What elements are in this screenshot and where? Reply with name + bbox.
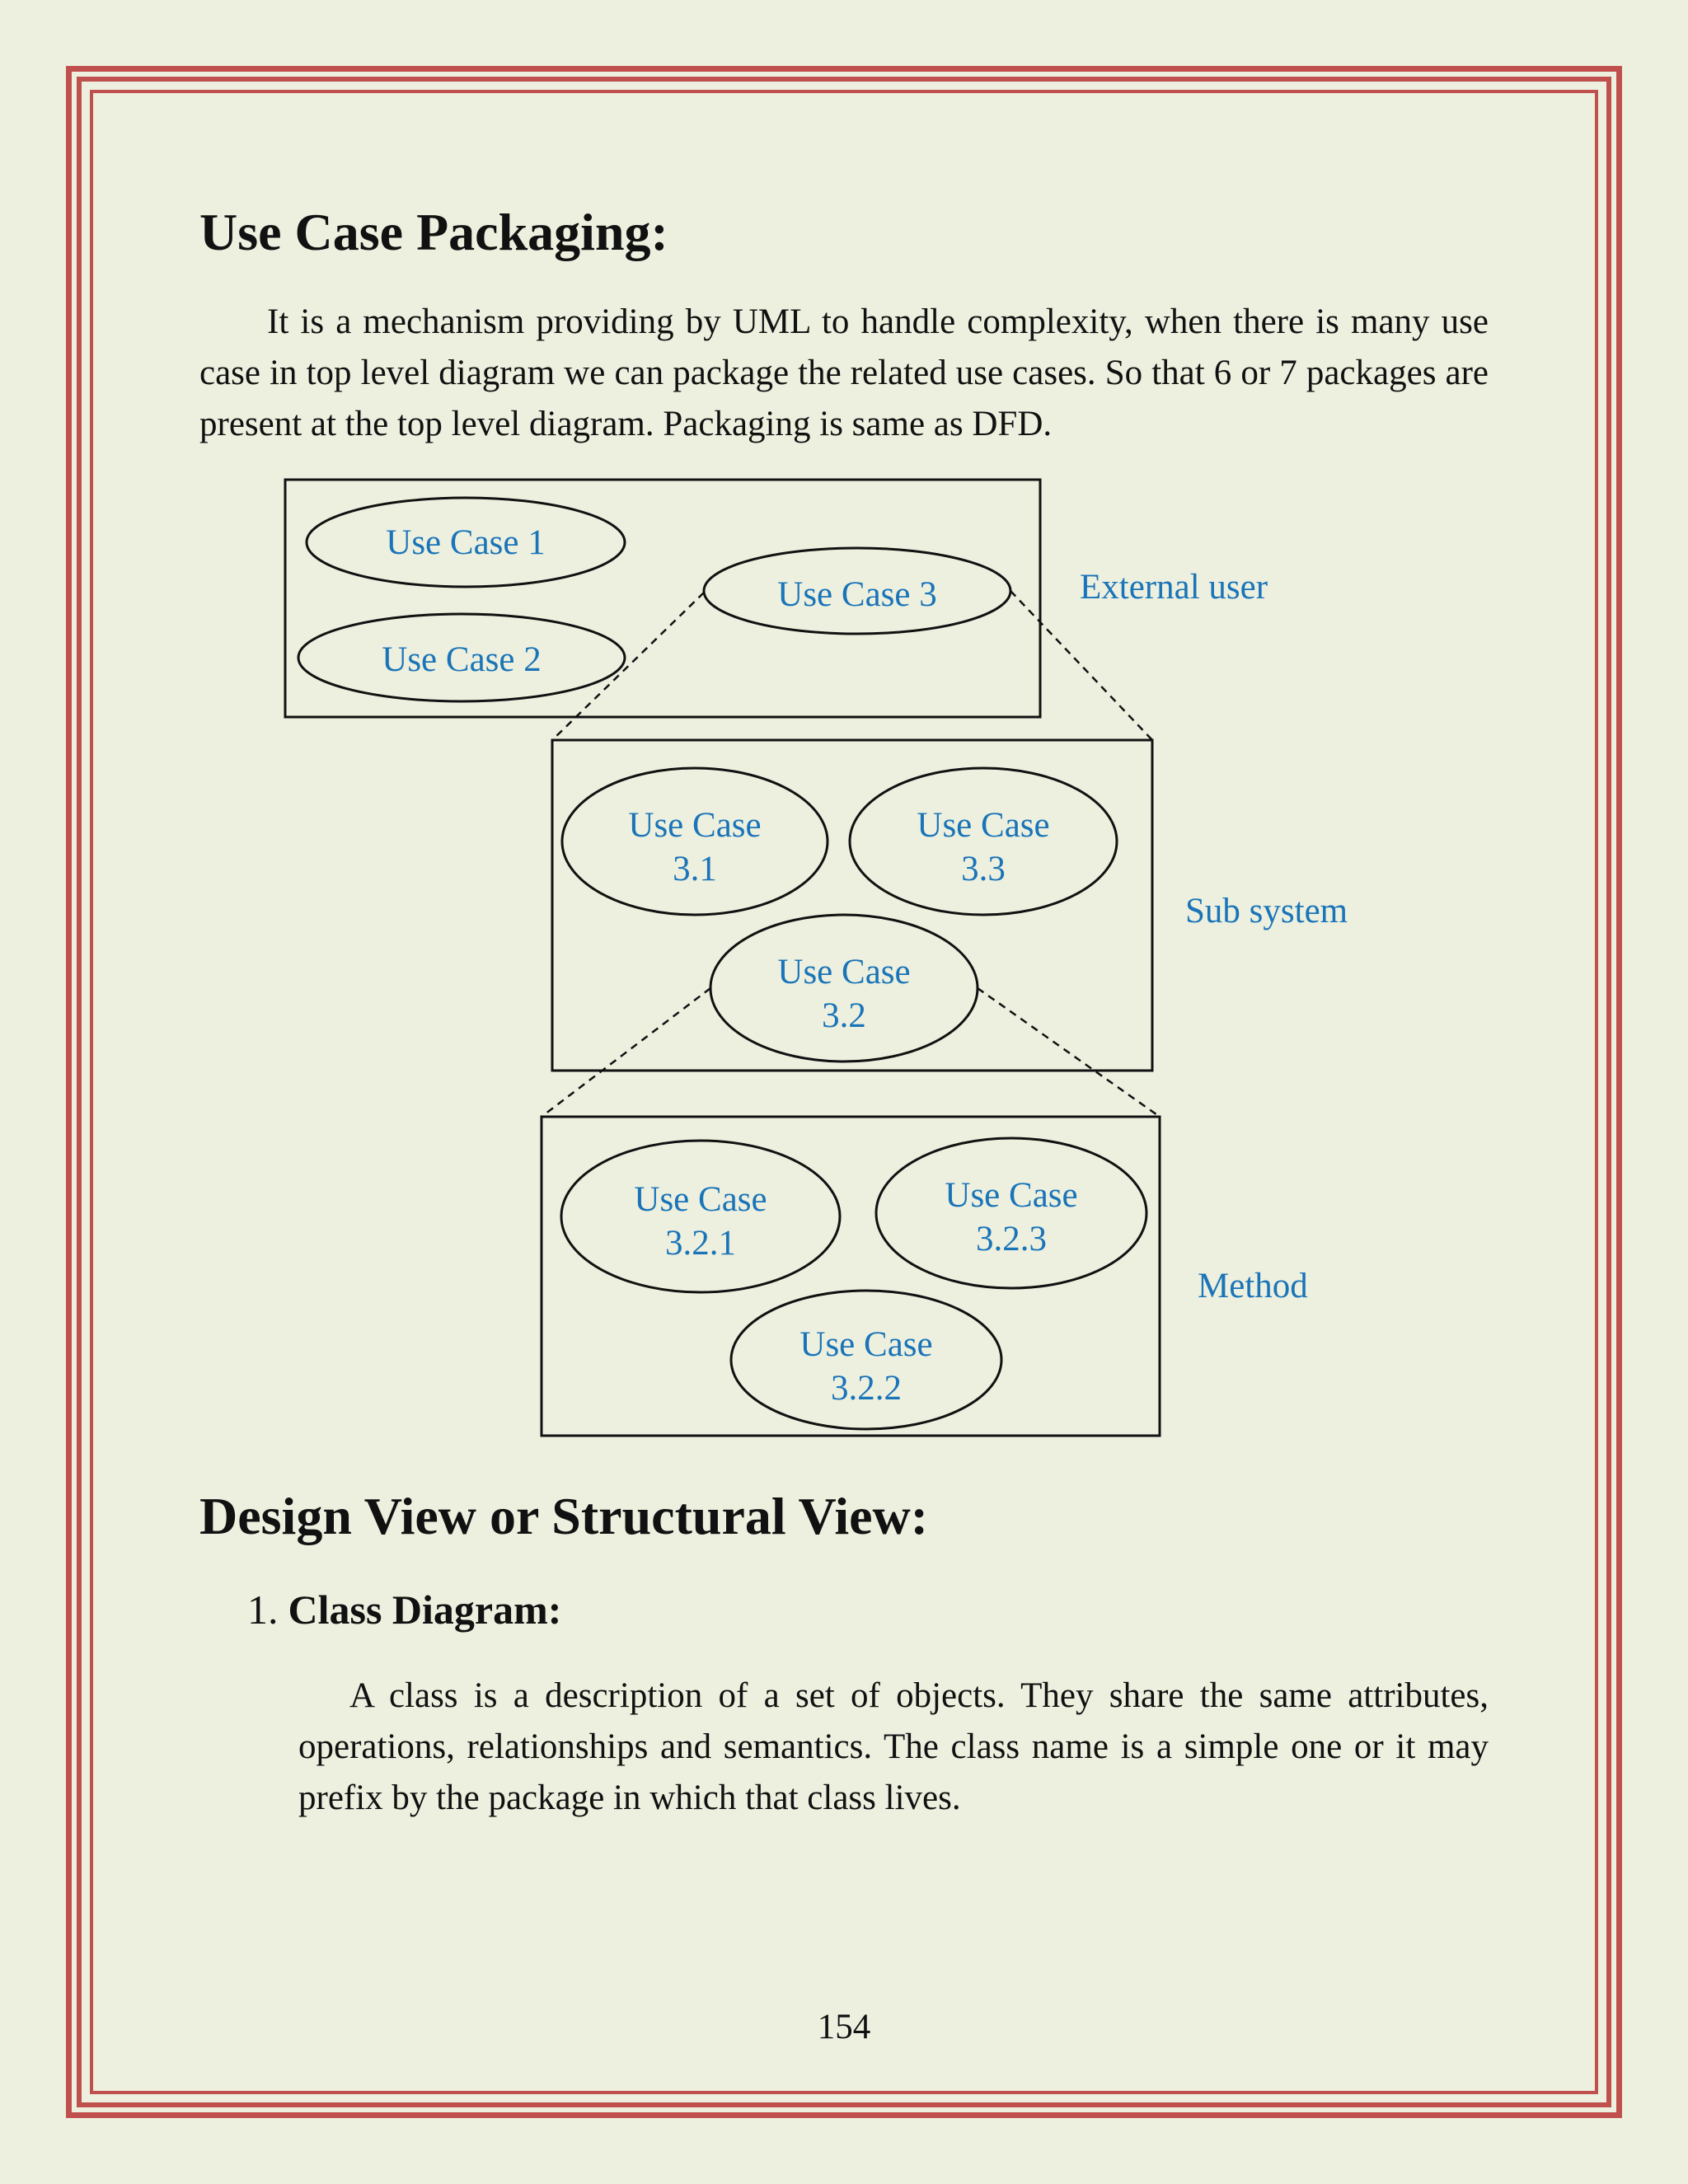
use-case-3-1-label-line2: 3.1 [673,850,717,888]
section-title-design-view: Design View or Structural View: [199,1487,929,1545]
use-case-3-2-2-label-line2: 3.2.2 [831,1369,902,1408]
use-case-3-1-label-line1: Use Case [628,806,762,845]
use-case-3-2-1-label-line2: 3.2.1 [665,1224,736,1263]
page-number: 154 [817,2008,871,2046]
level-1-label: External user [1080,568,1268,607]
use-case-3-3-label-line1: Use Case [917,806,1050,845]
section-title-use-case-packaging: Use Case Packaging: [199,203,668,261]
use-case-2-label: Use Case 2 [382,640,542,679]
use-case-3-3-label-line2: 3.3 [961,850,1006,888]
use-case-3-2-label-line2: 3.2 [822,996,866,1035]
level-3-label: Method [1198,1267,1308,1305]
use-case-3-label: Use Case 3 [777,575,937,614]
use-case-3-2-2-label-line1: Use Case [799,1325,933,1364]
use-case-3-2-1-label-line1: Use Case [634,1180,767,1219]
class-diagram-paragraph: A class is a description of a set of objects. They share the same attributes, operations, relationships and semantics. The class name is a simple one or it may prefix by the package in which that class lives. [298,1676,1489,1817]
level-2-label: Sub system [1185,892,1348,930]
use-case-3-2-3-label-line1: Use Case [945,1176,1078,1215]
list-item-number: 1. [247,1586,279,1633]
use-case-3-2-label-line1: Use Case [777,953,911,991]
use-case-3-2-3-label-line2: 3.2.3 [976,1220,1047,1258]
use-case-1-label: Use Case 1 [386,523,546,562]
list-item-label: Class Diagram: [288,1586,562,1633]
list-item-class-diagram [247,1586,562,1633]
intro-paragraph: It is a mechanism providing by UML to handle complexity, when there is many use case in top level diagram we can package the related use cases. So that 6 or 7 packages are present at the top level diagram. Packaging is same as DFD. [199,302,1489,443]
